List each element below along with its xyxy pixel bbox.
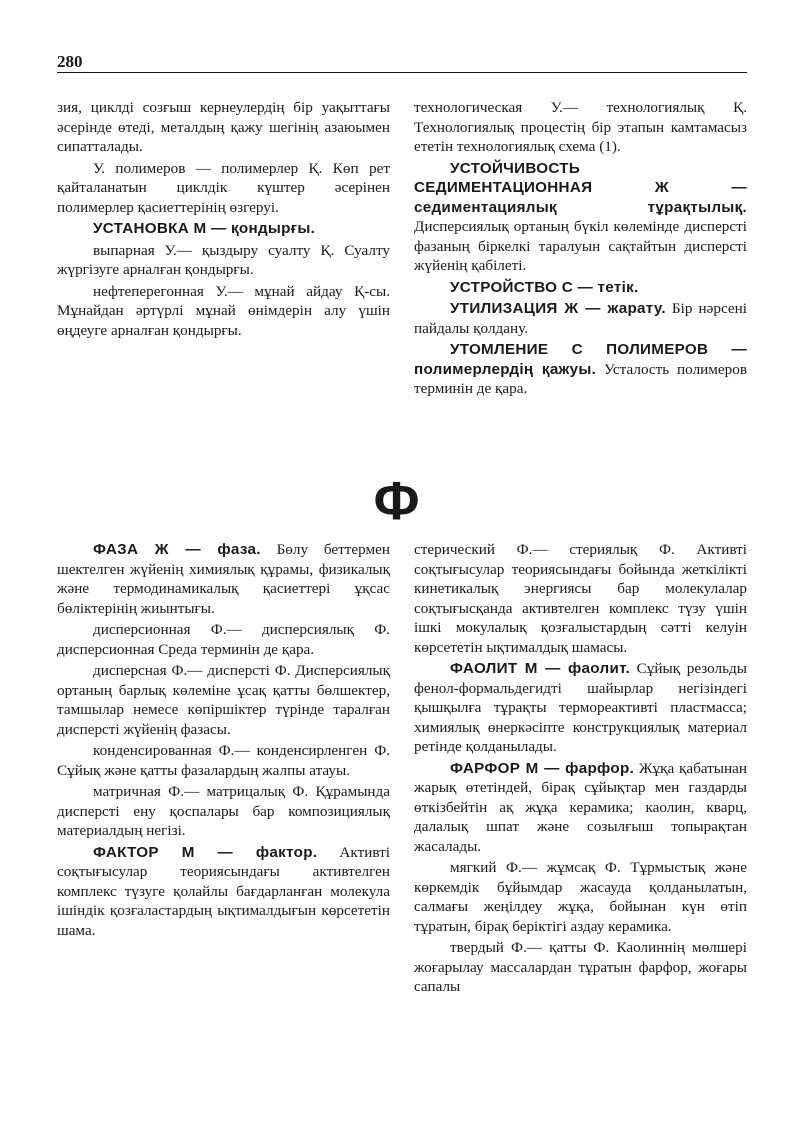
- page-number: 280: [57, 52, 83, 71]
- entry-definition: Усталость полимеров терминін де қара.: [414, 360, 747, 397]
- entry-definition: Активті соқтығысулар теориясындағы активтелген комплекс түзуге қолайлы бағдарланған молекула ішіндік қозғаластардың ықтималдығын көрсететін шама.: [57, 843, 390, 939]
- entry-definition: Бөлу беттермен шектелген жүйенің химиялық құрамы, физикалық және термодинамикалық қасиеттері ұқсас бөліктерінің жиынтығы.: [57, 541, 390, 617]
- sub-entry: дисперсная Ф.— дисперсті Ф. Дисперсиялық ортаның барлық көлеміне ұсақ қатты бөлшектер, тамшылар немесе көпіршіктер түрінде таралған дисперсті жүйенің фазасы.: [57, 662, 390, 738]
- entry-headword: УСТОЙЧИВОСТЬ СЕДИМЕНТАЦИОННАЯ Ж — седиментациялық тұрақтылық.: [414, 159, 747, 216]
- dictionary-entry: [414, 278, 747, 298]
- dictionary-entry: [414, 759, 747, 857]
- dictionary-entry: [414, 340, 747, 399]
- entry-definition: Дисперсиялық ортаның бүкіл көлемінде дисперсті фазаның біркелкі таралуын сақтайтын дисперсті жүйенің қабілеті.: [414, 218, 747, 274]
- entry-headword: ФАРФОР М — фарфор.: [450, 759, 635, 777]
- sub-entry: дисперсионная Ф.— дисперсиялық Ф. дисперсионная Среда терминін де қара.: [57, 621, 390, 658]
- dictionary-entry: [414, 299, 747, 338]
- entry-definition: Сұйық резольды фенол-формальдегидті шайырлар негізіндегі қышқылға тұрақты термореактивті пластмасса; химиялық өнеркәсіпте конструкциялық материал ретінде қолданылады.: [414, 660, 747, 755]
- entry-headword: УСТРОЙСТВО С — тетік.: [450, 278, 639, 296]
- entry-definition: Бір нәрсені пайдалы қолдану.: [414, 300, 747, 337]
- entry-definition: Жұқа қабатынан жарық өтетіндей, бірақ сұйықтар мен газдарды өткізбейтін ақ жұқа керамика; каолин, кварц, далалық шпат және созылғыш топырақтан жасалады.: [414, 759, 747, 855]
- entry-headword: УТИЛИЗАЦИЯ Ж — жарату.: [450, 300, 666, 317]
- entry-headword: УТОМЛЕНИЕ С ПОЛИМЕРОВ — полимерлердің қажуы.: [414, 341, 747, 378]
- column-bottom-right: [414, 540, 747, 999]
- sub-entry: твердый Ф.— қатты Ф. Каолиннің мөлшері жоғарылау массалардан тұратын фарфор, жоғары сапалы: [414, 939, 747, 995]
- sub-entry: матричная Ф.— матрицалық Ф. Құрамында дисперсті ену қоспалары бар композициялық материалдың негізі.: [57, 783, 390, 839]
- section-letter: Ф: [373, 471, 420, 531]
- dictionary-entry: [57, 540, 390, 618]
- sub-entry: выпарная У.— қыздыру суалту Қ. Суалту жүргізуге арналған қондырғы.: [57, 241, 390, 278]
- sub-entry: конденсированная Ф.— конденсирленген Ф. Сұйық және қатты фазалардың жалпы атауы.: [57, 742, 390, 779]
- continued-text: зия, циклді созғыш кернеулердің бір уақыттағы әсерінде өтеді, металдың қажу шегінің азаюымен сипатталады.: [57, 99, 390, 155]
- entry-headword: ФАКТОР М — фактор.: [93, 843, 318, 861]
- dictionary-entry: [57, 219, 390, 239]
- column-top-right: [414, 98, 747, 401]
- dictionary-entry: [57, 843, 390, 941]
- sub-entry: У. полимеров — полимерлер Қ. Көп рет қайталанатын циклдік күштер әсерінен полимерлер қасиеттерінің өзгеруі.: [57, 159, 390, 216]
- continued-text: технологическая У.— технологиялық Қ. Технологиялық процестің бір этапын камтамасыз ететін технологиялық схема (1).: [414, 99, 747, 155]
- column-bottom-left: [57, 540, 390, 942]
- entry-headword: ФАОЛИТ М — фаолит.: [450, 660, 631, 677]
- entry-headword: УСТАНОВКА М — қондырғы.: [93, 220, 316, 237]
- sub-entry: мягкий Ф.— жұмсақ Ф. Тұрмыстық және көркемдік бұйымдар жасауда қолданылатын, салмағы жеңілдеу жұқа, бойынан күн өтіп тұратын, бірақ беріктігі аздау керамика.: [414, 859, 747, 935]
- dictionary-entry: [414, 159, 747, 276]
- sub-entry: нефтеперегонная У.— мұнай айдау Қ-сы. Мұнайдан әртүрлі мұнай өнімдерін алу үшін өңдеуге арналған қондырғы.: [57, 282, 390, 339]
- header-rule: [57, 72, 747, 73]
- entry-headword: ФАЗА Ж — фаза.: [93, 541, 261, 558]
- dictionary-entry: [414, 659, 747, 757]
- continued-text: стерический Ф.— стериялық Ф. Активті соқтығысулар теориясындағы бойында жеткілікті кинетикалық энергиясы бар молекулалар соқтығысқанда активтелген комплекс түзу үшін ішкі мокулалық қозғалыстардың сәтті келуін көрсететін ықтималдық шамасы.: [414, 541, 747, 656]
- column-top-left: [57, 98, 390, 342]
